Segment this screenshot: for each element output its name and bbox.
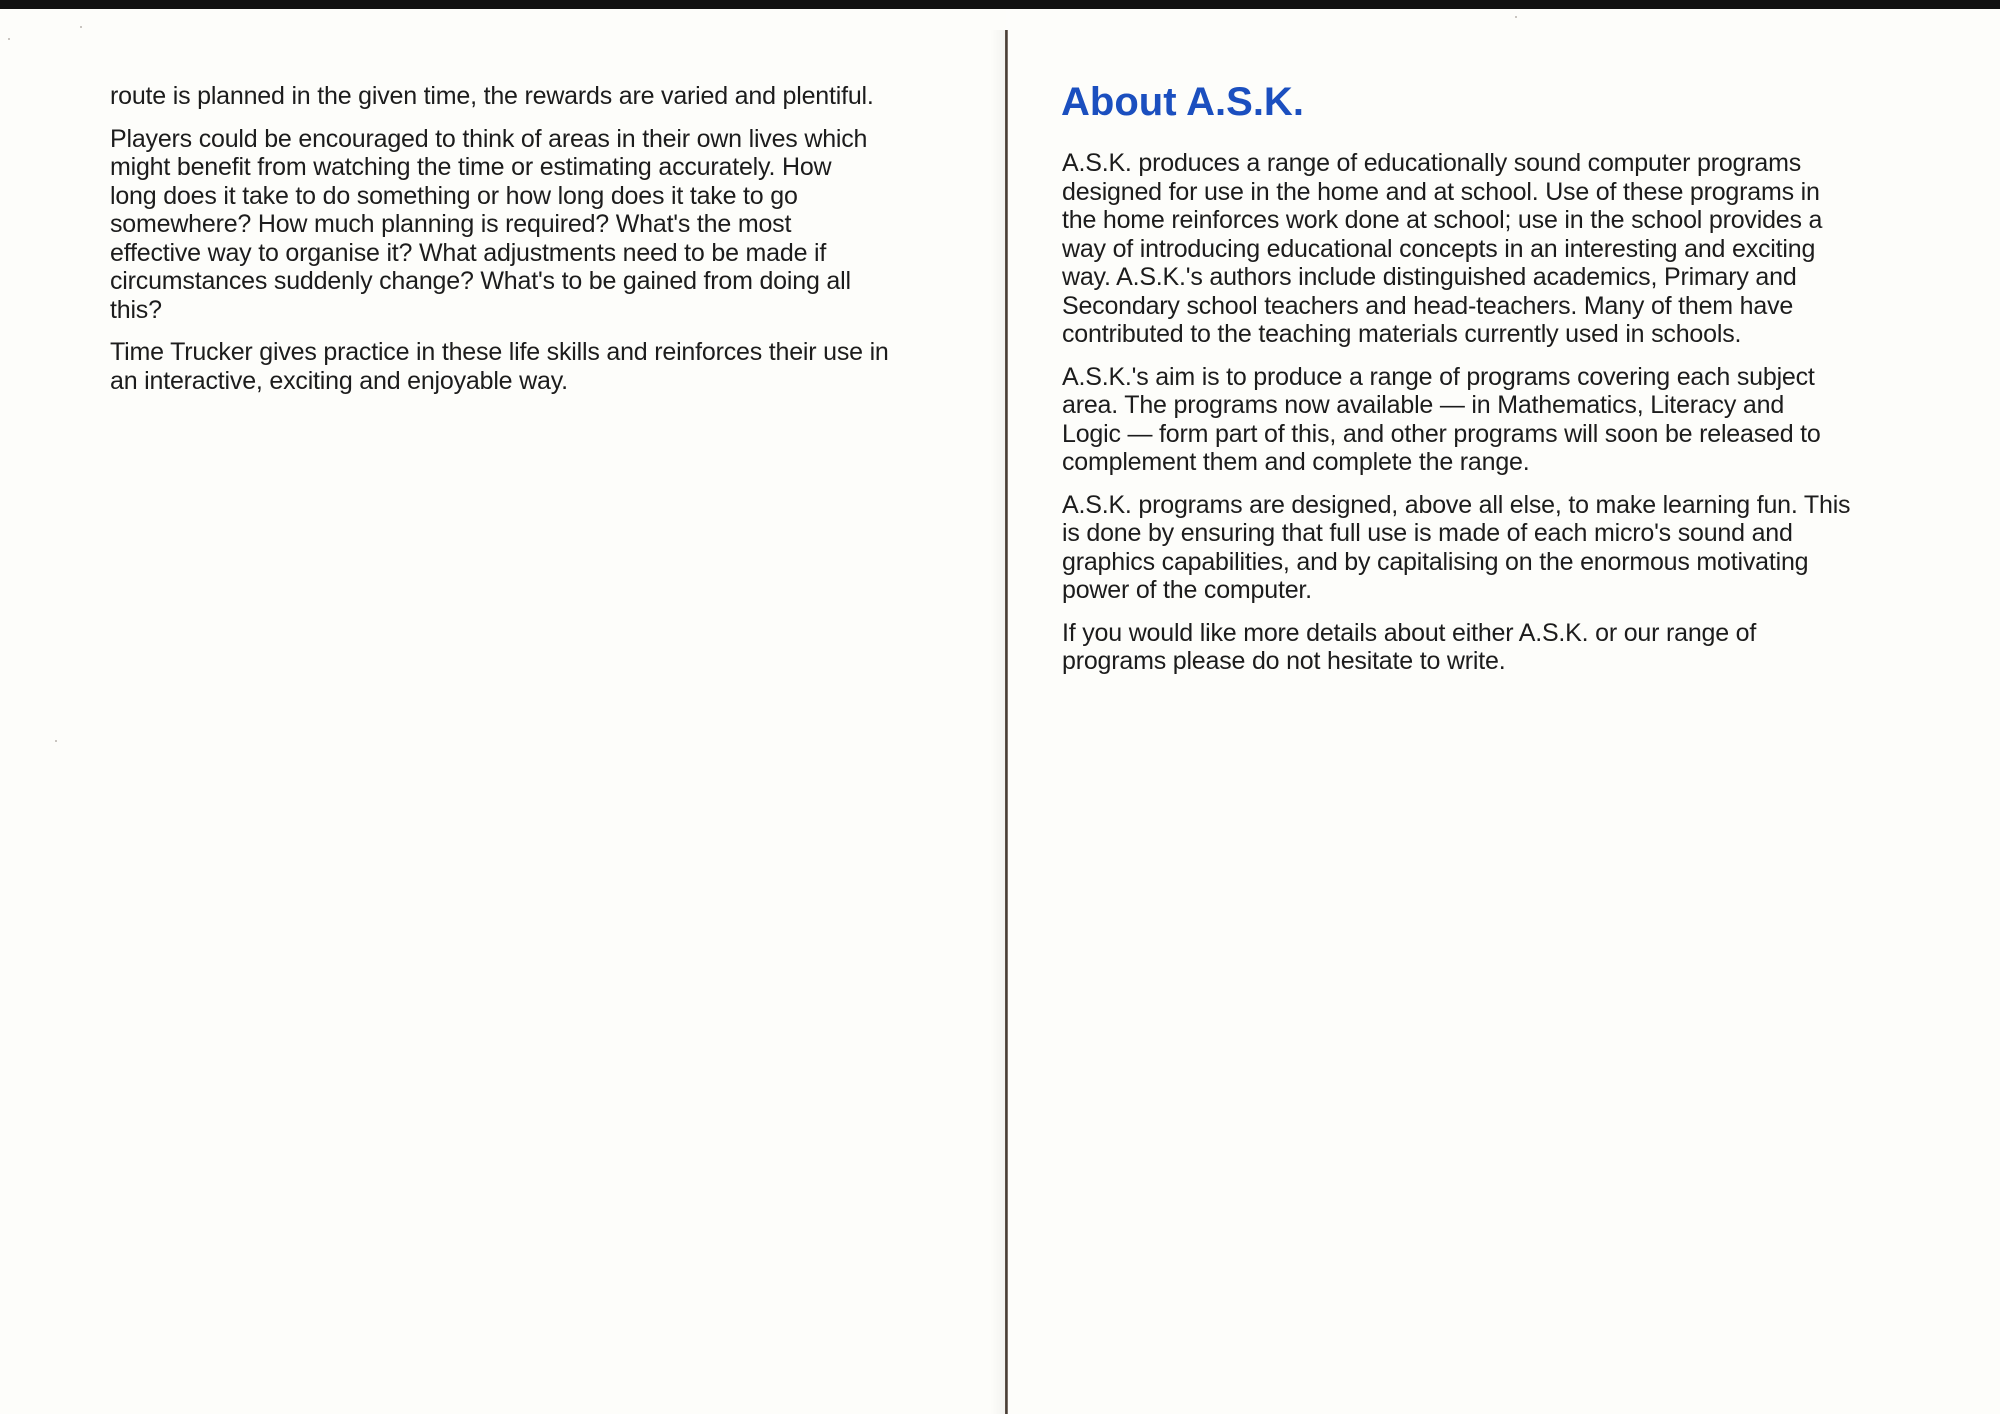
- left-paragraph: Time Trucker gives practice in these life skills and reinforces their use in an interactive, exciting and enjoyable way.: [110, 338, 889, 395]
- right-paragraph: If you would like more details about either A.S.K. or our range of programs please do not hesitate to write.: [1062, 618, 1757, 675]
- right-paragraph: A.S.K. produces a range of educationally sound computer programs designed for use in the home and at school. Use of these programs in the home reinforces work done at school; use in the school provides a way of introducing educational concepts in an interesting and exciting way. A.S.K.'s authors include distinguished academics, Primary and Secondary school teachers and head-teachers. Many of them have contributed to the teaching materials currently used in schools.: [1062, 149, 1823, 348]
- right-page-body: [1062, 149, 1912, 690]
- left-page-body: [110, 82, 960, 409]
- scan-speck: [80, 26, 82, 28]
- right-paragraph: A.S.K. programs are designed, above all else, to make learning fun. This is done by ensuring that full use is made of each micro's sound and graphics capabilities, and by capitalising on the enormous motivating power of the computer.: [1062, 490, 1851, 604]
- scan-speck: [8, 38, 10, 40]
- booklet-spine: [1005, 30, 1008, 1414]
- scan-speck: [55, 740, 57, 742]
- scan-speck: [1515, 16, 1517, 18]
- scan-top-edge: [0, 0, 2000, 9]
- spine-shadow: [990, 30, 1005, 1414]
- right-paragraph: A.S.K.'s aim is to produce a range of programs covering each subject area. The programs now available — in Mathematics, Literacy and Logic — form part of this, and other programs will soon be released to complement them and complete the range.: [1062, 362, 1821, 476]
- left-paragraph: route is planned in the given time, the rewards are varied and plentiful.: [110, 82, 874, 110]
- left-paragraph: Players could be encouraged to think of areas in their own lives which might benefit from watching the time or estimating accurately. How long does it take to do something or how long does it take to go somewhere? How much planning is required? What's the most effective way to organise it? What adjustments need to be made if circumstances suddenly change? What's to be gained from doing all this?: [110, 124, 868, 324]
- about-heading: About A.S.K.: [1061, 80, 1304, 124]
